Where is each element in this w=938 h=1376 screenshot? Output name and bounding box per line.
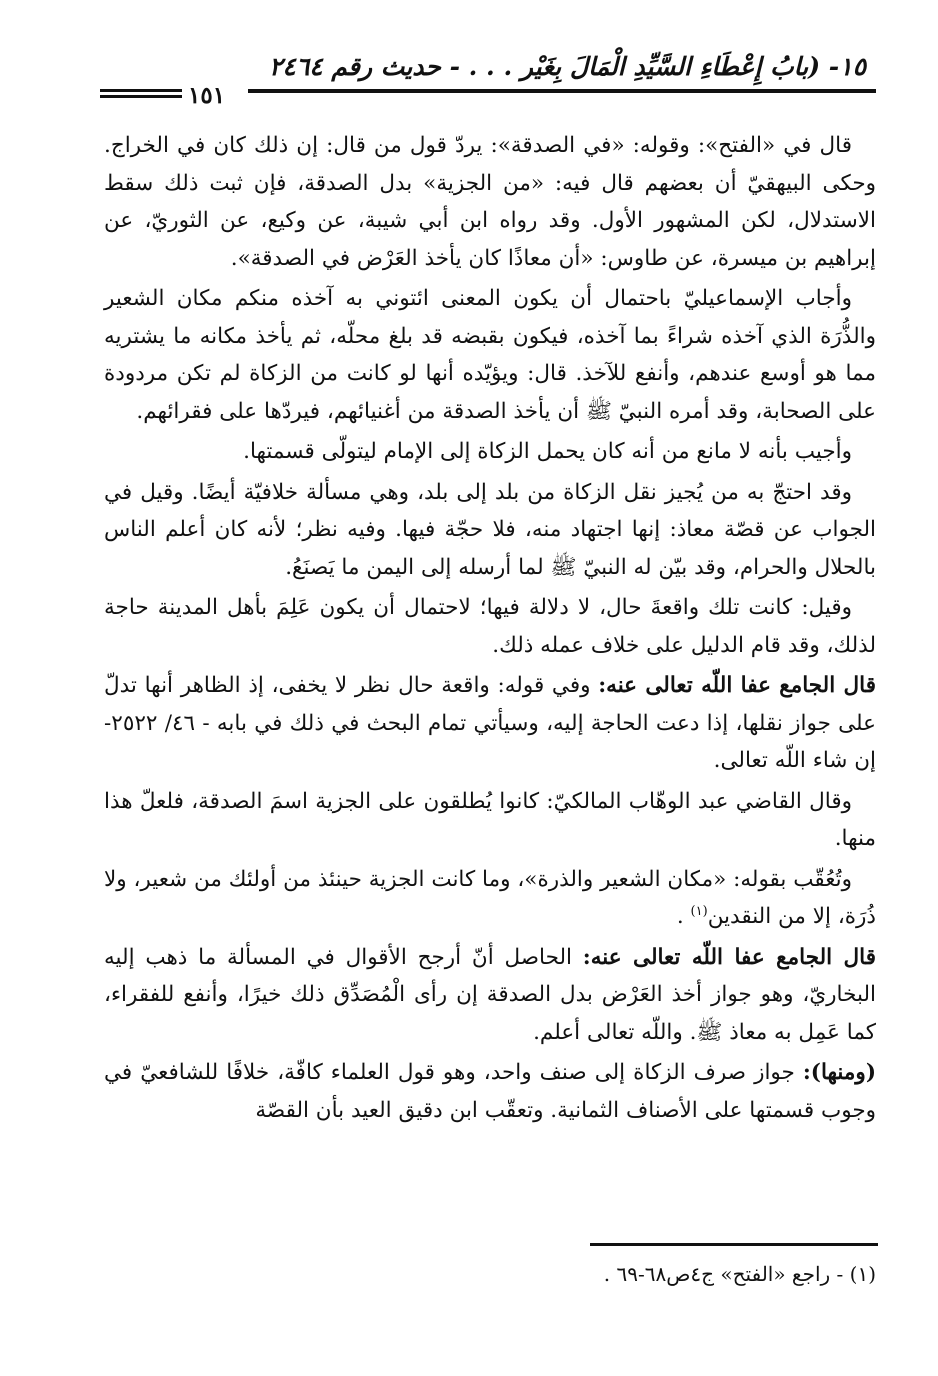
header-rule-short-top: [100, 89, 182, 92]
footnote-rule: [590, 1243, 878, 1246]
paragraph: [104, 474, 876, 587]
paragraph-text: وفي قوله: واقعة حال نظر لا يخفى، إذ الظاهر أنها تدلّ على جواز نقلها، إذا دعت الحاجة إليه، وسيأتي تمام البحث في ذلك في بابه - ٤٦/ ٢٥٢٢- إن شاء اللّه تعالى.: [104, 673, 876, 773]
header-title: ١٥- (بابُ إِعْطَاءِ السَّيِّدِ الْمَالَ بِغَيْر . . . - حديث رقم ٢٤٦٤: [269, 52, 866, 81]
paragraph: [104, 1054, 876, 1129]
paragraph-text: الحاصل أنّ أرجح الأقوال في المسألة ما ذهب إليه البخاريّ، وهو جواز أخذ العَرْض بدل الصدقة إن رأى الْمُصَدِّق ذلك خيرًا، وأنفع للفقراء، كما عَمِل به معاذ ﷺ. واللّه تعالى أعلم.: [104, 944, 876, 1045]
body-text: [104, 127, 876, 1132]
paragraph-text: قال في «الفتح»: وقوله: «في الصدقة»: يردّ قول من قال: إن ذلك كان في الخراج. وحكى البيهقيّ أن بعضهم قال فيه: «من الجزية» بدل الصدقة، فإن ثبت ذلك سقط الاستدلال، لكن المشهور الأول. وقد رواه ابن أبي شيبة، عن وكيع، عن الثوريّ، عن إبراهيم بن ميسرة، عن طاوس: «أن معاذًا كان يأخذ العَرْض في الصدقة».: [104, 133, 876, 271]
paragraph: [104, 127, 876, 277]
paragraph: [104, 783, 876, 858]
paragraph: [104, 433, 876, 471]
paragraph: [104, 939, 876, 1052]
paragraph: [104, 280, 876, 430]
paragraph: [104, 589, 876, 664]
paragraph: [104, 667, 876, 780]
paragraph-text: وأجاب الإسماعيليّ باحتمال أن يكون المعنى ائتوني به آخذه منكم مكان الشعير والذُّرَة الذي آخذه شراءً بما آخذه، فيكون بقبضه قد بلغ محلّه، ثم يأخذ مكانه ما يشتريه مما هو أوسع عندهم، وأنفع للآخذ. قال: ويؤيّده أنها لو كانت من الزكاة لم تكن مردودة على الصحابة، وقد أمره النبيّ ﷺ أن يأخذ الصدقة من أغنيائهم، فيردّها على فقرائهم.: [104, 286, 876, 424]
paragraph-text: وتُعُقّب بقوله: «مكان الشعير والذرة»، وما كانت الجزية حينئذ من أولئك من شعير، ولا ذُرَة، إلا من النقدين: [104, 866, 876, 929]
paragraph-lead: قال الجامع عفا اللّه تعالى عنه:: [582, 944, 876, 970]
header-rule: [248, 89, 876, 93]
footnote-marker: (١): [690, 903, 708, 919]
paragraph-tail: .: [676, 904, 691, 929]
paragraph-text: وقال القاضي عبد الوهّاب المالكيّ: كانوا يُطلقون على الجزية اسمَ الصدقة، فلعلّ هذا منها.: [104, 788, 876, 851]
footnote: (١) - راجع «الفتح» ج٤ص٦٨-٦٩ .: [603, 1262, 876, 1286]
paragraph: [104, 861, 876, 936]
header-rule-short-bottom: [100, 95, 182, 98]
page-number: ١٥١: [188, 82, 226, 109]
paragraph-text: وقد احتجّ به من يُجيز نقل الزكاة من بلد إلى بلد، وهي مسألة خلافيّة أيضًا. وقيل في الجواب عن قصّة معاذ: إنها اجتهاد منه، فلا حجّة فيها. وفيه نظر؛ لأنه كان أعلم الناس بالحلال والحرام، وقد بيّن له النبيّ ﷺ لما أرسله إلى اليمن ما يَصنَعُ.: [104, 479, 876, 580]
paragraph-text: وقيل: كانت تلك واقعةَ حال، لا دلالة فيها؛ لاحتمال أن يكون عَلِمَ بأهل المدينة حاجة لذلك، وقد قام الدليل على خلاف عمله ذلك.: [104, 595, 876, 658]
paragraph-lead: قال الجامع عفا اللّه تعالى عنه:: [598, 673, 876, 698]
paragraph-text: وأجيب بأنه لا مانع من أنه كان يحمل الزكاة إلى الإمام ليتولّى قسمتها.: [243, 439, 852, 464]
paragraph-text: جواز صرف الزكاة إلى صنف واحد، وهو قول العلماء كافّة، خلافًا للشافعيّ في وجوب قسمتها على الأصناف الثمانية. وتعقّب ابن دقيق العيد بأن القصّة: [104, 1060, 876, 1123]
running-header: [98, 52, 878, 109]
paragraph-lead: (ومنها):: [802, 1060, 876, 1085]
